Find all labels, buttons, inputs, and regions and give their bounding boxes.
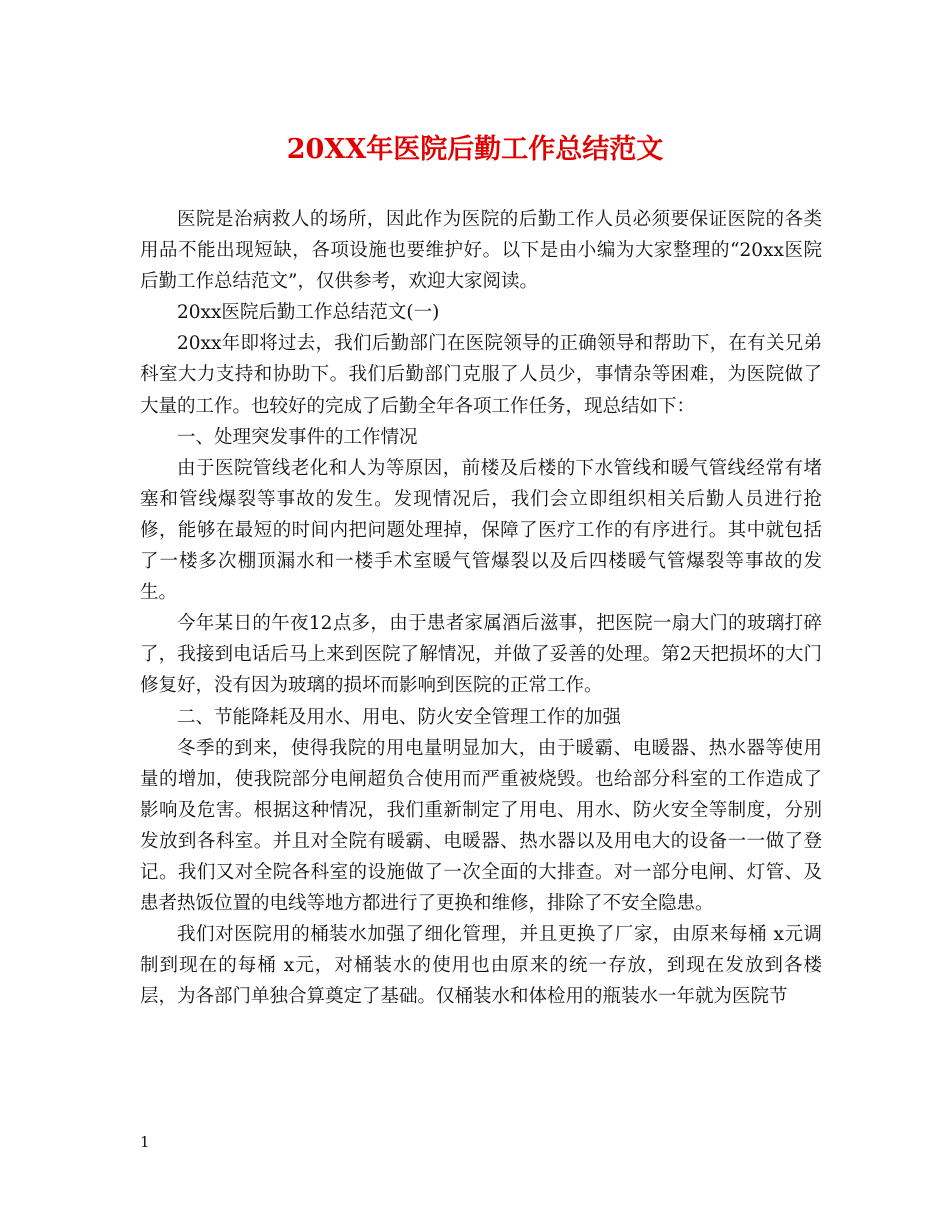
document-title: 20XX年医院后勤工作总结范文 bbox=[286, 134, 664, 165]
document-body bbox=[140, 204, 822, 1012]
page-number: 1 bbox=[140, 1133, 150, 1151]
paragraph-glass-door: 今年某日的午夜12点多，由于患者家属酒后滋事，把医院一扇大门的玻璃打碎了，我接到电话后马上来到医院了解情况，并做了妥善的处理。第2天把损坏的大门修复好，没有因为玻璃的损坏而影响到医院的正常工作。 bbox=[140, 613, 822, 697]
paragraph-bottled-water: 我们对医院用的桶装水加强了细化管理，并且更换了厂家，由原来每桶 x元调制到现在的每桶 x元，对桶装水的使用也由原来的统一存放，到现在发放到各楼层，为各部门单独合算奠定了基础。仅桶装水和体检用的瓶装水一年就为医院节 bbox=[140, 924, 822, 1008]
paragraph-electricity: 冬季的到来，使得我院的用电量明显加大，由于暖霸、电暖器、热水器等使用量的增加，使我院部分电闸超负合使用而严重被烧毁。也给部分科室的工作造成了影响及危害。根据这种情况，我们重新制定了用电、用水、防火安全等制度，分别发放到各科室。并且对全院有暖霸、电暖器、热水器以及用电大的设备一一做了登记。我们又对全院各科室的设施做了一次全面的大排查。对一部分电闸、灯管、及患者热饭位置的电线等地方都进行了更换和维修，排除了不安全隐患。 bbox=[140, 737, 822, 915]
section-heading-part-one: 20xx医院后勤工作总结范文(一) bbox=[177, 302, 440, 324]
paragraph-pipeline: 由于医院管线老化和人为等原因，前楼及后楼的下水管线和暖气管线经常有堵塞和管线爆裂等事故的发生。发现情况后，我们会立即组织相关后勤人员进行抢修，能够在最短的时间内把问题处理掉，保障了医疗工作的有序进行。其中就包括了一楼多次棚顶漏水和一楼手术室暖气管爆裂以及后四楼暖气管爆裂等事故的发生。 bbox=[140, 457, 822, 604]
section-heading-energy-safety: 二、节能降耗及用水、用电、防火安全管理工作的加强 bbox=[177, 706, 622, 728]
paragraph-overview: 20xx年即将过去，我们后勤部门在医院领导的正确领导和帮助下，在有关兄弟科室大力支持和协助下。我们后勤部门克服了人员少，事情杂等困难，为医院做了大量的工作。也较好的完成了后勤全年各项工作任务，现总结如下： bbox=[140, 333, 822, 417]
section-heading-emergency: 一、处理突发事件的工作情况 bbox=[177, 426, 418, 448]
paragraph-intro: 医院是治病救人的场所，因此作为医院的后勤工作人员必须要保证医院的各类用品不能出现短缺，各项设施也要维护好。以下是由小编为大家整理的“20xx医院后勤工作总结范文”，仅供参考，欢迎大家阅读。 bbox=[140, 209, 822, 293]
